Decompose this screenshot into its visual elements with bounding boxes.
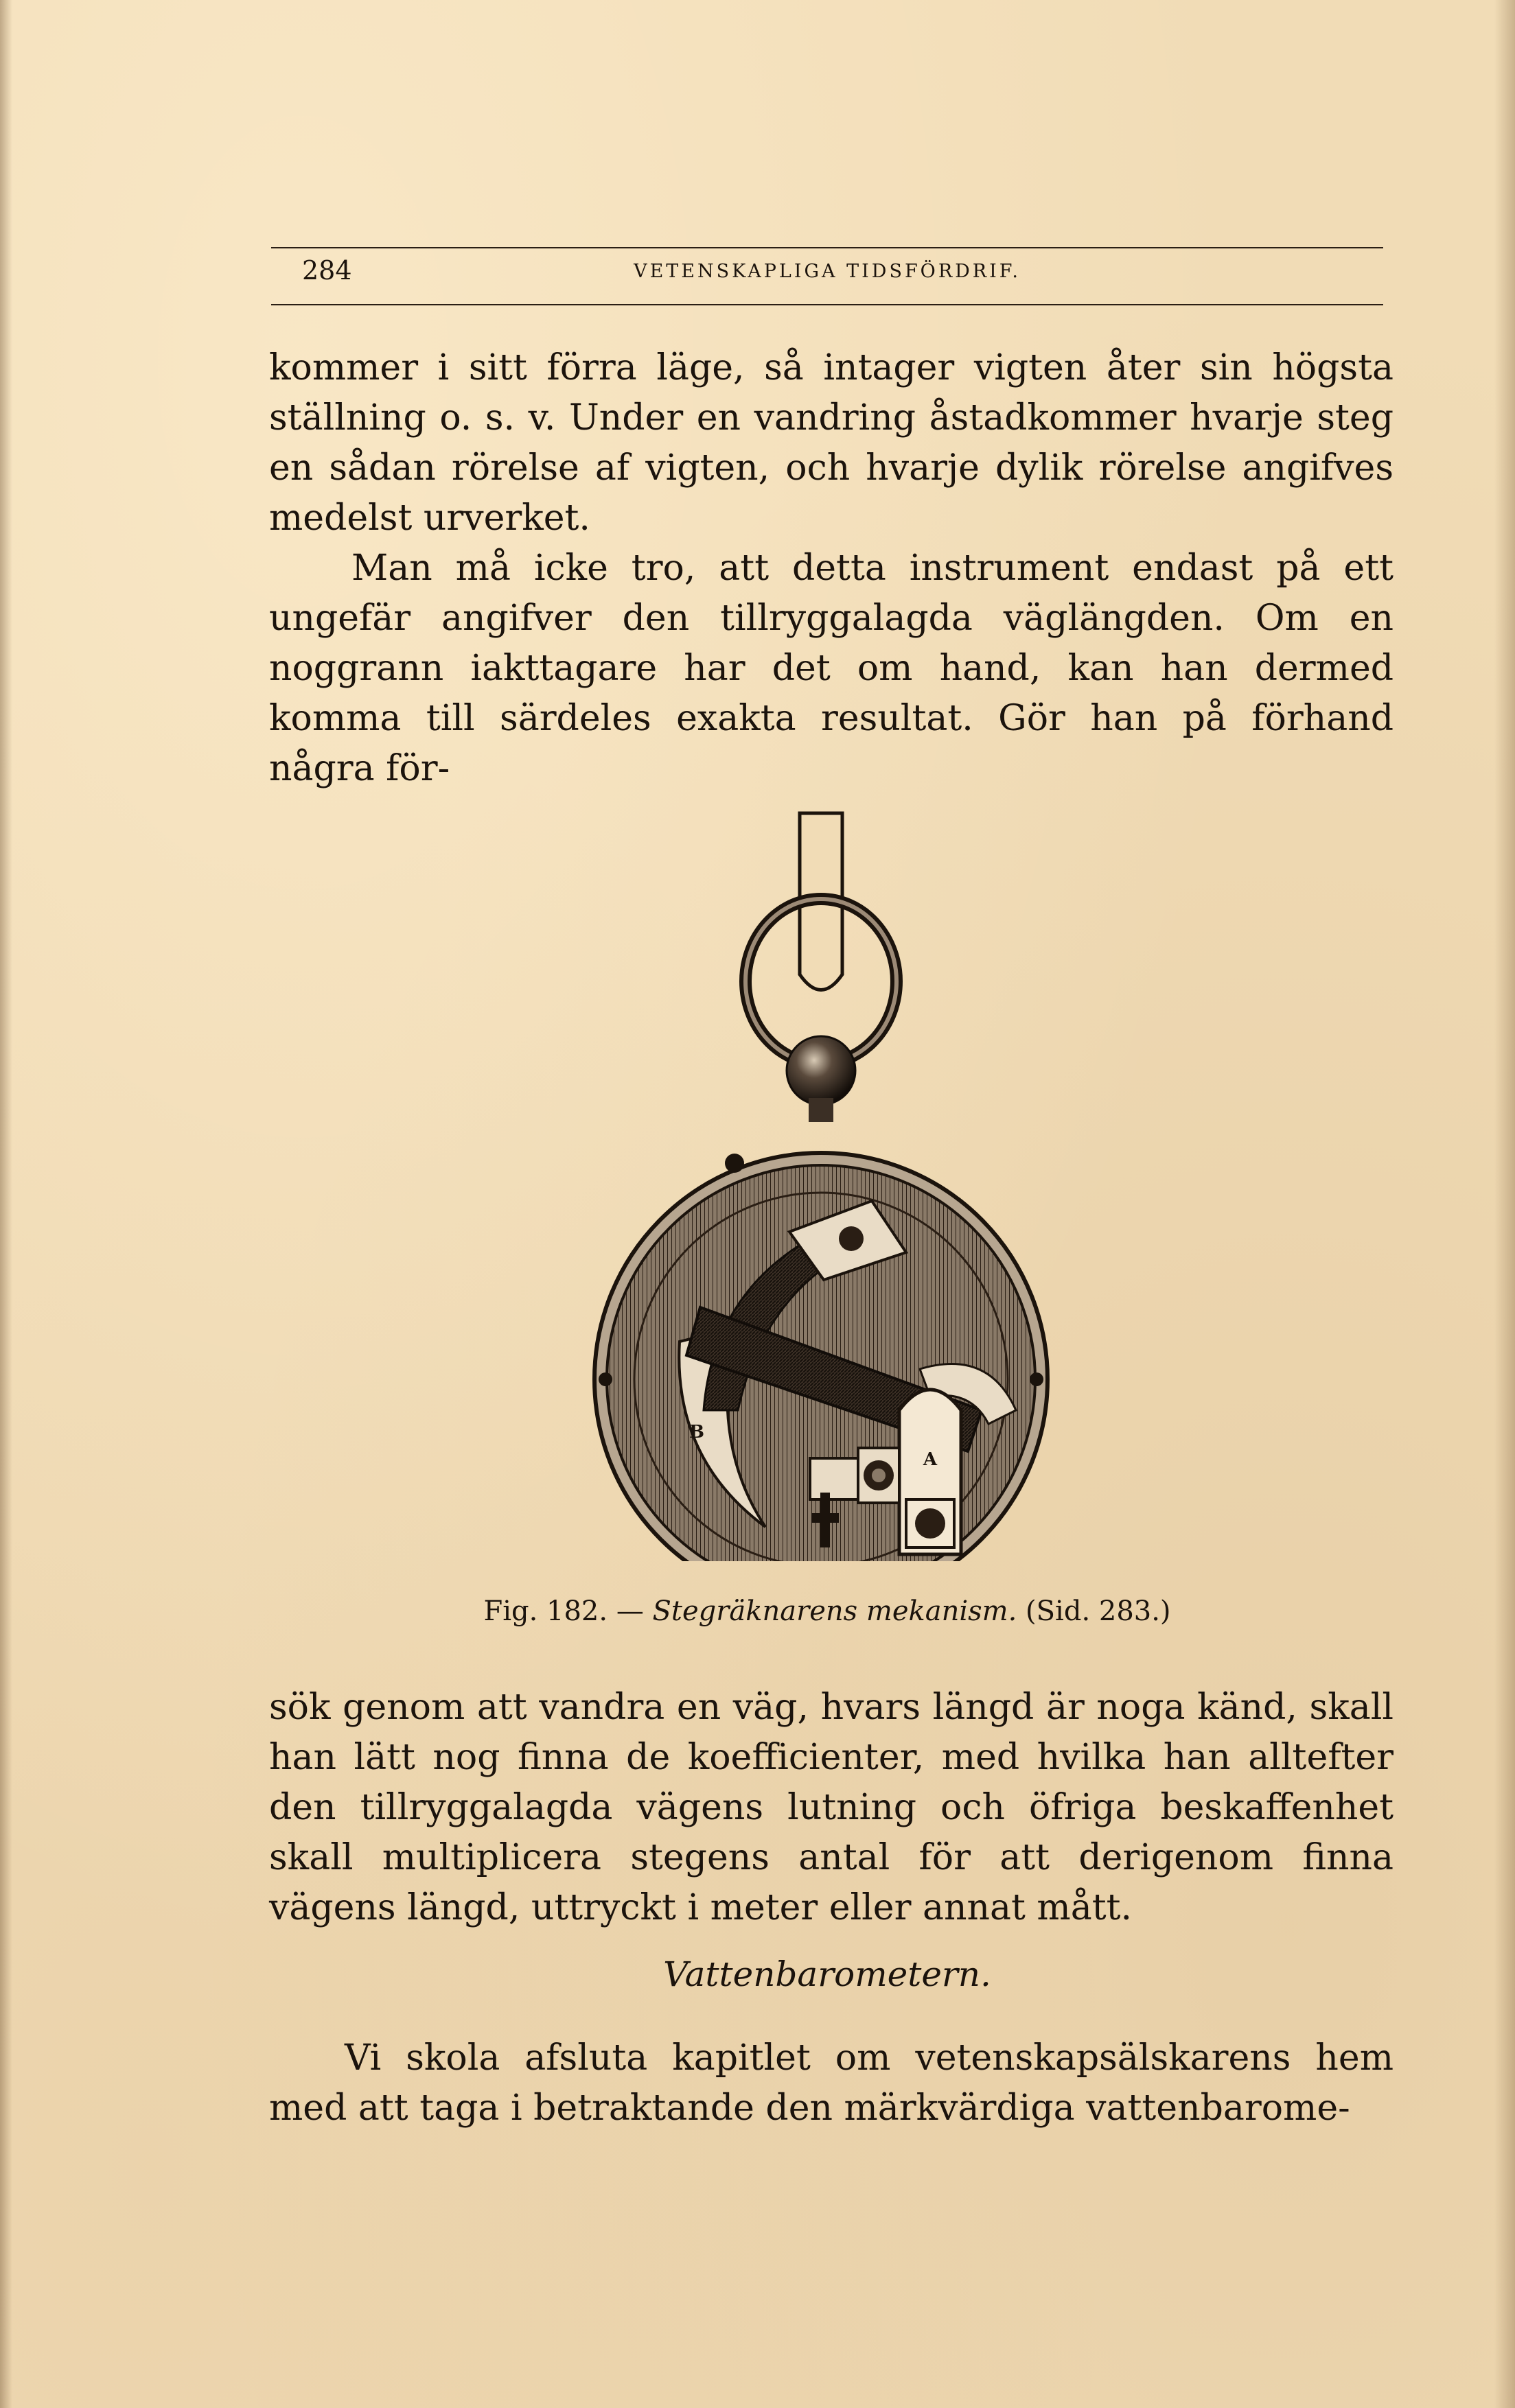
running-title: VETENSKAPLIGA TIDSFÖRDRIF.: [634, 261, 1021, 282]
figure-page-reference: (Sid. 283.): [1026, 1595, 1171, 1627]
figure-number: Fig. 182. —: [483, 1595, 644, 1627]
page-edge-shadow-left: [0, 0, 12, 2408]
paragraph-4: Vi skola afsluta kapitlet om vetenskapsälskarens hem med att taga i betraktande den märkvärdiga vattenbarome-: [269, 2037, 1393, 2129]
section-heading: Vattenbarometern.: [663, 1954, 991, 1994]
pedometer-mechanism-illustration: [577, 806, 1057, 1561]
figure-caption: [271, 1595, 1383, 1627]
figure-title: Stegräknarens mekanism.: [652, 1595, 1017, 1627]
page-header: [271, 254, 1383, 295]
paragraph-1: kommer i sitt förra läge, så intager vigten åter sin högsta ställning o. s. v. Under en vandring åstadkommer hvarje steg en sådan rörelse af vigten, och hvarje dylik rörelse angifves medelst urverket.: [269, 347, 1393, 539]
header-rule-top: [271, 247, 1383, 248]
page-edge-shadow-right: [1494, 0, 1515, 2408]
figure-label-a: A: [923, 1449, 938, 1470]
figure-label-b: B: [689, 1422, 704, 1442]
page-number: 284: [302, 255, 352, 285]
header-rule-bottom: [271, 304, 1383, 305]
paragraph-2: Man må icke tro, att detta instrument endast på ett ungefär angifver den tillryggalagda väglängden. Om en noggrann iakttagare har det om hand, kan han dermed komma till särdeles exakta resultat. Gör han på förhand några för-: [269, 548, 1393, 789]
paragraph-3: sök genom att vandra en väg, hvars längd är noga känd, skall han lätt nog finna de koefficienter, med hvilka han alltefter den tillryggalagda vägens lutning och öfriga beskaffenhet skall multiplicera stegens antal för att derigenom finna vägens längd, uttryckt i meter eller annat mått.: [269, 1687, 1393, 1928]
